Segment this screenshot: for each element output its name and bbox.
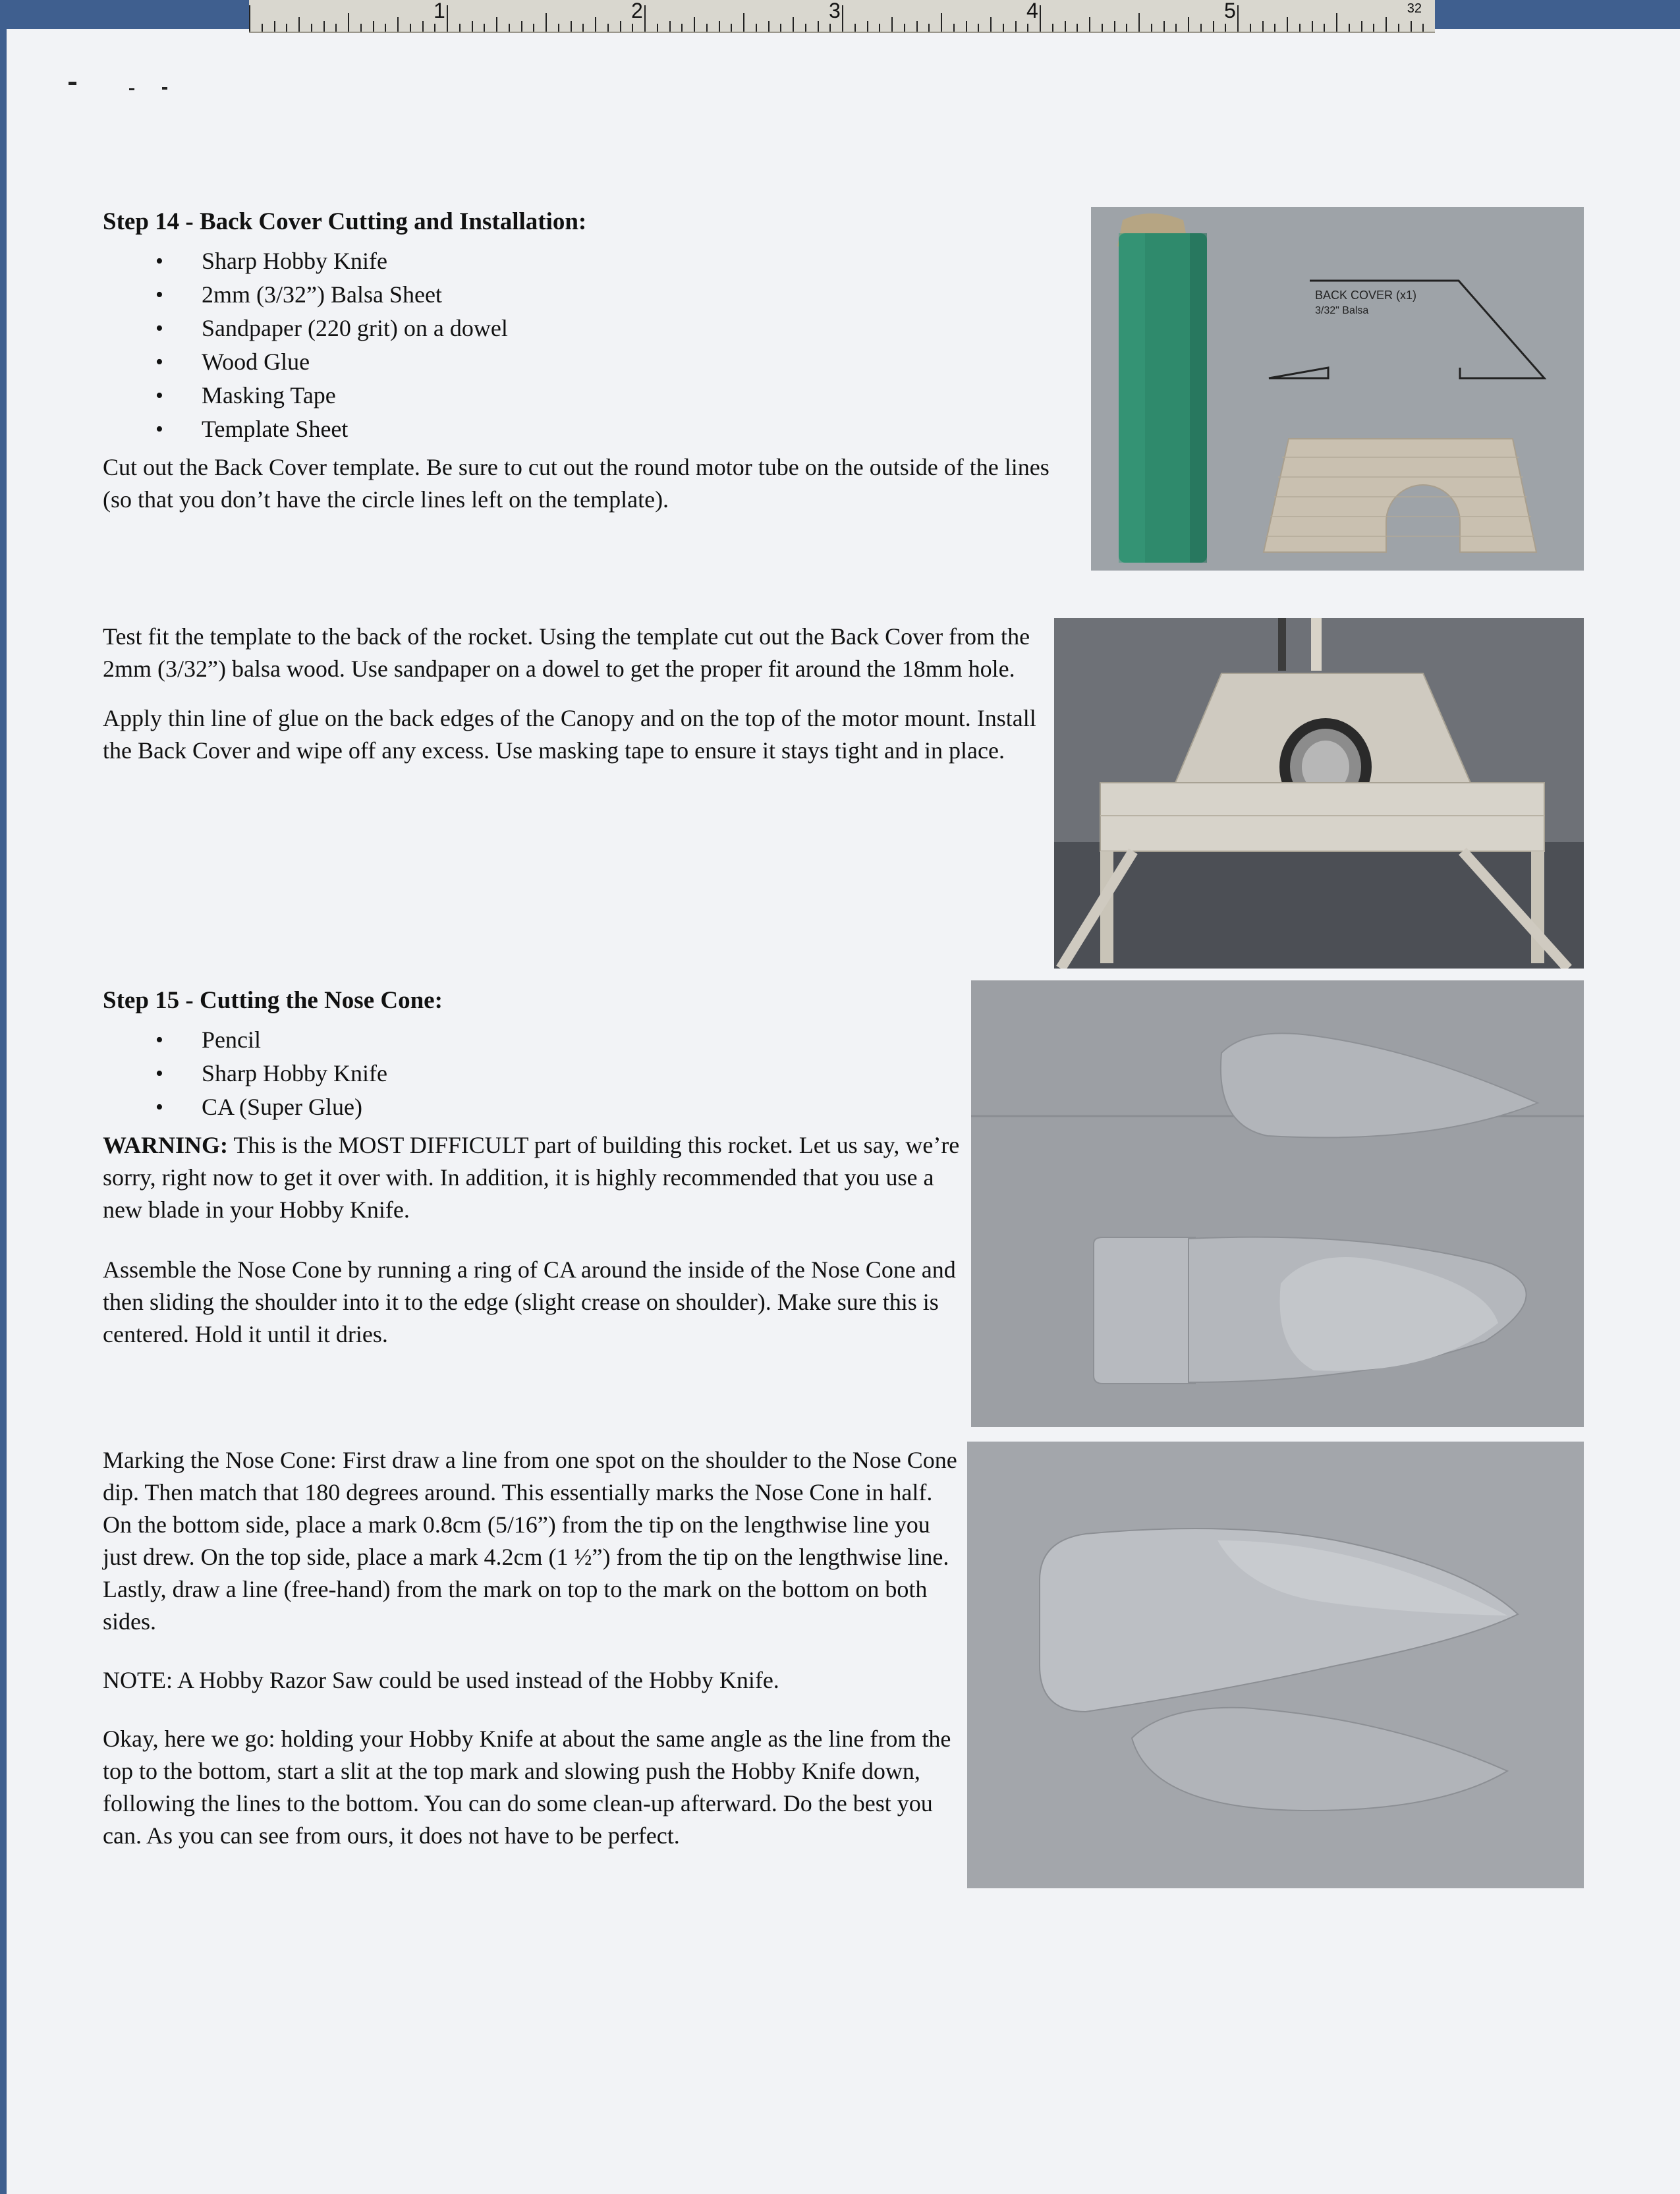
ruler-number: 2 bbox=[631, 0, 643, 22]
ruler-tick bbox=[867, 21, 868, 32]
ruler bbox=[249, 0, 1435, 33]
ruler-tick bbox=[533, 24, 534, 32]
list-item: • Sharp Hobby Knife bbox=[103, 1057, 966, 1090]
ruler-tick bbox=[1287, 17, 1288, 32]
list-item: • Template Sheet bbox=[103, 412, 1078, 446]
ruler-tick bbox=[1349, 24, 1350, 32]
ruler-tick bbox=[1386, 17, 1387, 32]
ruler-tick bbox=[706, 24, 708, 32]
ruler-tick bbox=[941, 13, 942, 32]
ruler-tick bbox=[335, 24, 337, 32]
ruler-tick bbox=[360, 24, 362, 32]
step15-marking bbox=[103, 1444, 959, 1852]
ruler-tick bbox=[1003, 24, 1004, 32]
ruler-tick bbox=[756, 24, 757, 32]
ruler-tick bbox=[348, 13, 349, 32]
ruler-tick bbox=[1065, 21, 1066, 32]
ruler-tick bbox=[879, 24, 880, 32]
ruler-tick bbox=[1312, 21, 1313, 32]
ruler-tick bbox=[743, 13, 744, 32]
ruler-tick bbox=[719, 21, 720, 32]
ruler-tick bbox=[818, 21, 819, 32]
step15-heading: Step 15 - Cutting the Nose Cone: bbox=[103, 987, 443, 1014]
photo-template-and-dowel bbox=[1091, 207, 1584, 571]
step14-paragraph-glue: Apply thin line of glue on the back edges of the Canopy and on the top of the motor mount. Install the Back Cover and wipe off any excess. Use masking tape to ensure it stays tight and in place. bbox=[103, 705, 1036, 764]
step14-paragraph-fit: Test fit the template to the back of the rocket. Using the template cut out the Back Cover from the 2mm (3/32”) balsa wood. Use sandpaper on a dowel to get the proper fit around the 18mm hole. bbox=[103, 623, 1030, 682]
step14-heading: Step 14 - Back Cover Cutting and Installation: bbox=[103, 208, 587, 235]
ruler-tick bbox=[669, 21, 671, 32]
photo-nose-cone-cut-image bbox=[967, 1442, 1584, 1888]
ruler-tick bbox=[1188, 17, 1189, 32]
ruler-tick bbox=[1089, 17, 1090, 32]
ruler-tick bbox=[1411, 21, 1412, 32]
ruler-tick bbox=[249, 5, 250, 32]
list-item: • Wood Glue bbox=[103, 345, 1078, 379]
photo-nose-cone-cut bbox=[967, 1442, 1584, 1888]
step15-tool-list bbox=[103, 1023, 966, 1124]
ruler-tick bbox=[1138, 13, 1140, 32]
photo-back-cover-image bbox=[1054, 618, 1584, 969]
ruler-tick bbox=[472, 21, 473, 32]
ruler-number: 5 bbox=[1224, 0, 1236, 22]
ruler-tick bbox=[546, 13, 547, 32]
ruler-number: 1 bbox=[434, 0, 445, 22]
photo-nose-cone-assembled bbox=[971, 980, 1584, 1427]
step14-tool-list bbox=[103, 244, 1078, 446]
ruler-tick bbox=[397, 17, 399, 32]
scan-speck bbox=[69, 82, 76, 85]
step15-paragraph-assemble: Assemble the Nose Cone by running a ring of CA around the inside of the Nose Cone and then sliding the shoulder into it to the edge (slight crease on shoulder). Make sure this is centered. Hold it until it dries. bbox=[103, 1256, 956, 1347]
ruler-tick bbox=[966, 21, 967, 32]
ruler-tick bbox=[1422, 24, 1424, 32]
list-item: • CA (Super Glue) bbox=[103, 1090, 966, 1124]
scan-speck bbox=[162, 87, 167, 90]
ruler-tick bbox=[1250, 24, 1251, 32]
ruler-tick bbox=[953, 24, 955, 32]
ruler-tick bbox=[447, 5, 448, 32]
warning-label: WARNING: bbox=[103, 1132, 229, 1158]
ruler-tick bbox=[768, 21, 770, 32]
list-item: • Masking Tape bbox=[103, 379, 1078, 412]
ruler-tick bbox=[891, 17, 893, 32]
ruler-tick bbox=[262, 24, 263, 32]
ruler-tick bbox=[607, 24, 609, 32]
template-label-2: 3/32" Balsa bbox=[1315, 305, 1369, 316]
ruler-tick bbox=[410, 24, 411, 32]
ruler-tick bbox=[571, 21, 572, 32]
ruler-tick bbox=[1151, 24, 1152, 32]
list-item: • Sharp Hobby Knife bbox=[103, 244, 1078, 278]
step15-paragraph-cutting: Okay, here we go: holding your Hobby Knife at about the same angle as the line from the top to the bottom, start a slit at the top mark and slowing push the Hobby Knife down, following the lines to the bottom. You can do some clean-up afterward. Do the best you can. As you can see from ours, it does not have to be perfect. bbox=[103, 1726, 951, 1849]
list-item: • Pencil bbox=[103, 1023, 966, 1057]
ruler-tick bbox=[805, 24, 806, 32]
ruler-tick bbox=[904, 24, 905, 32]
ruler-tick bbox=[978, 24, 979, 32]
ruler-tick bbox=[1163, 21, 1165, 32]
ruler-tick bbox=[509, 24, 510, 32]
ruler-tick bbox=[916, 21, 918, 32]
ruler-tick bbox=[842, 5, 843, 32]
ruler-tick bbox=[1274, 24, 1275, 32]
ruler-tick bbox=[928, 24, 930, 32]
ruler-tick bbox=[1040, 5, 1041, 32]
ruler-tick bbox=[373, 21, 374, 32]
ruler-tick bbox=[1361, 21, 1362, 32]
ruler-tick bbox=[595, 17, 596, 32]
ruler-tick bbox=[311, 24, 312, 32]
ruler-tick bbox=[1299, 24, 1301, 32]
ruler-tick bbox=[1225, 24, 1226, 32]
list-item: • Sandpaper (220 grit) on a dowel bbox=[103, 312, 1078, 345]
ruler-tick bbox=[558, 24, 559, 32]
step15-paragraph-note: NOTE: A Hobby Razor Saw could be used instead of the Hobby Knife. bbox=[103, 1667, 779, 1693]
ruler-tick bbox=[793, 17, 794, 32]
ruler-tick bbox=[459, 24, 461, 32]
list-item: • 2mm (3/32”) Balsa Sheet bbox=[103, 278, 1078, 312]
ruler-tick bbox=[484, 24, 485, 32]
ruler-tick bbox=[1213, 21, 1214, 32]
step14-test-fit bbox=[103, 621, 1045, 767]
photo-nose-cone-image bbox=[971, 980, 1584, 1427]
ruler-tick bbox=[323, 21, 325, 32]
ruler-tick bbox=[1373, 24, 1374, 32]
ruler-tick bbox=[1336, 13, 1337, 32]
template-label-1: BACK COVER (x1) bbox=[1315, 289, 1417, 302]
photo-back-cover-installed bbox=[1054, 618, 1584, 969]
step14-section bbox=[103, 206, 1078, 516]
step15-section bbox=[103, 984, 966, 1351]
ruler-tick bbox=[731, 24, 732, 32]
ruler-tick bbox=[632, 24, 633, 32]
ruler-tick bbox=[274, 21, 275, 32]
step15-warning bbox=[103, 1129, 966, 1226]
ruler-tick bbox=[286, 24, 287, 32]
ruler-tick bbox=[422, 21, 424, 32]
ruler-tick bbox=[1398, 24, 1399, 32]
ruler-number: 4 bbox=[1026, 0, 1038, 22]
ruler-tick bbox=[1126, 24, 1127, 32]
scan-speck bbox=[129, 88, 134, 90]
ruler-corner-number: 32 bbox=[1407, 1, 1422, 16]
ruler-tick bbox=[854, 24, 856, 32]
ruler-tick bbox=[644, 5, 646, 32]
ruler-tick bbox=[829, 24, 831, 32]
ruler-tick bbox=[582, 24, 584, 32]
ruler-tick bbox=[1175, 24, 1177, 32]
ruler-number: 3 bbox=[829, 0, 841, 22]
ruler-tick bbox=[1077, 24, 1078, 32]
ruler-tick bbox=[1200, 24, 1202, 32]
ruler-tick bbox=[1237, 5, 1239, 32]
ruler-tick bbox=[1324, 24, 1325, 32]
ruler-tick bbox=[620, 21, 621, 32]
ruler-tick bbox=[298, 17, 300, 32]
step15-paragraph-marking: Marking the Nose Cone: First draw a line from one spot on the shoulder to the Nose Cone dip. Then match that 180 degrees around. This essentially marks the Nose Cone in half. On the bottom side, place a mark 0.8cm (5/16”) from the tip on the lengthwise line you just drew. On the top side, place a mark 4.2cm (1 ½”) from the tip on the lengthwise line. Lastly, draw a line (free-hand) from the mark on top to the mark on the bottom on both sides. bbox=[103, 1447, 957, 1635]
ruler-tick bbox=[521, 21, 522, 32]
photo-template-image bbox=[1091, 207, 1584, 571]
ruler-tick bbox=[1015, 21, 1017, 32]
ruler-tick bbox=[1027, 24, 1028, 32]
ruler-tick bbox=[657, 24, 658, 32]
ruler-tick bbox=[496, 17, 497, 32]
ruler-tick bbox=[434, 24, 435, 32]
ruler-tick bbox=[385, 24, 386, 32]
ruler-tick bbox=[1262, 21, 1264, 32]
step14-paragraph-template: Cut out the Back Cover template. Be sure to cut out the round motor tube on the outside of the lines (so that you don’t have the circle lines left on the template). bbox=[103, 454, 1050, 513]
ruler-tick bbox=[990, 17, 992, 32]
ruler-tick bbox=[1114, 21, 1115, 32]
ruler-tick bbox=[1102, 24, 1103, 32]
ruler-tick bbox=[780, 24, 781, 32]
warning-text: This is the MOST DIFFICULT part of building this rocket. Let us say, we’re sorry, right now to get it over with. In addition, it is highly recommended that you use a new blade in your Hobby Knife. bbox=[103, 1132, 960, 1223]
ruler-tick bbox=[1052, 24, 1053, 32]
ruler-tick bbox=[681, 24, 683, 32]
ruler-tick bbox=[694, 17, 695, 32]
